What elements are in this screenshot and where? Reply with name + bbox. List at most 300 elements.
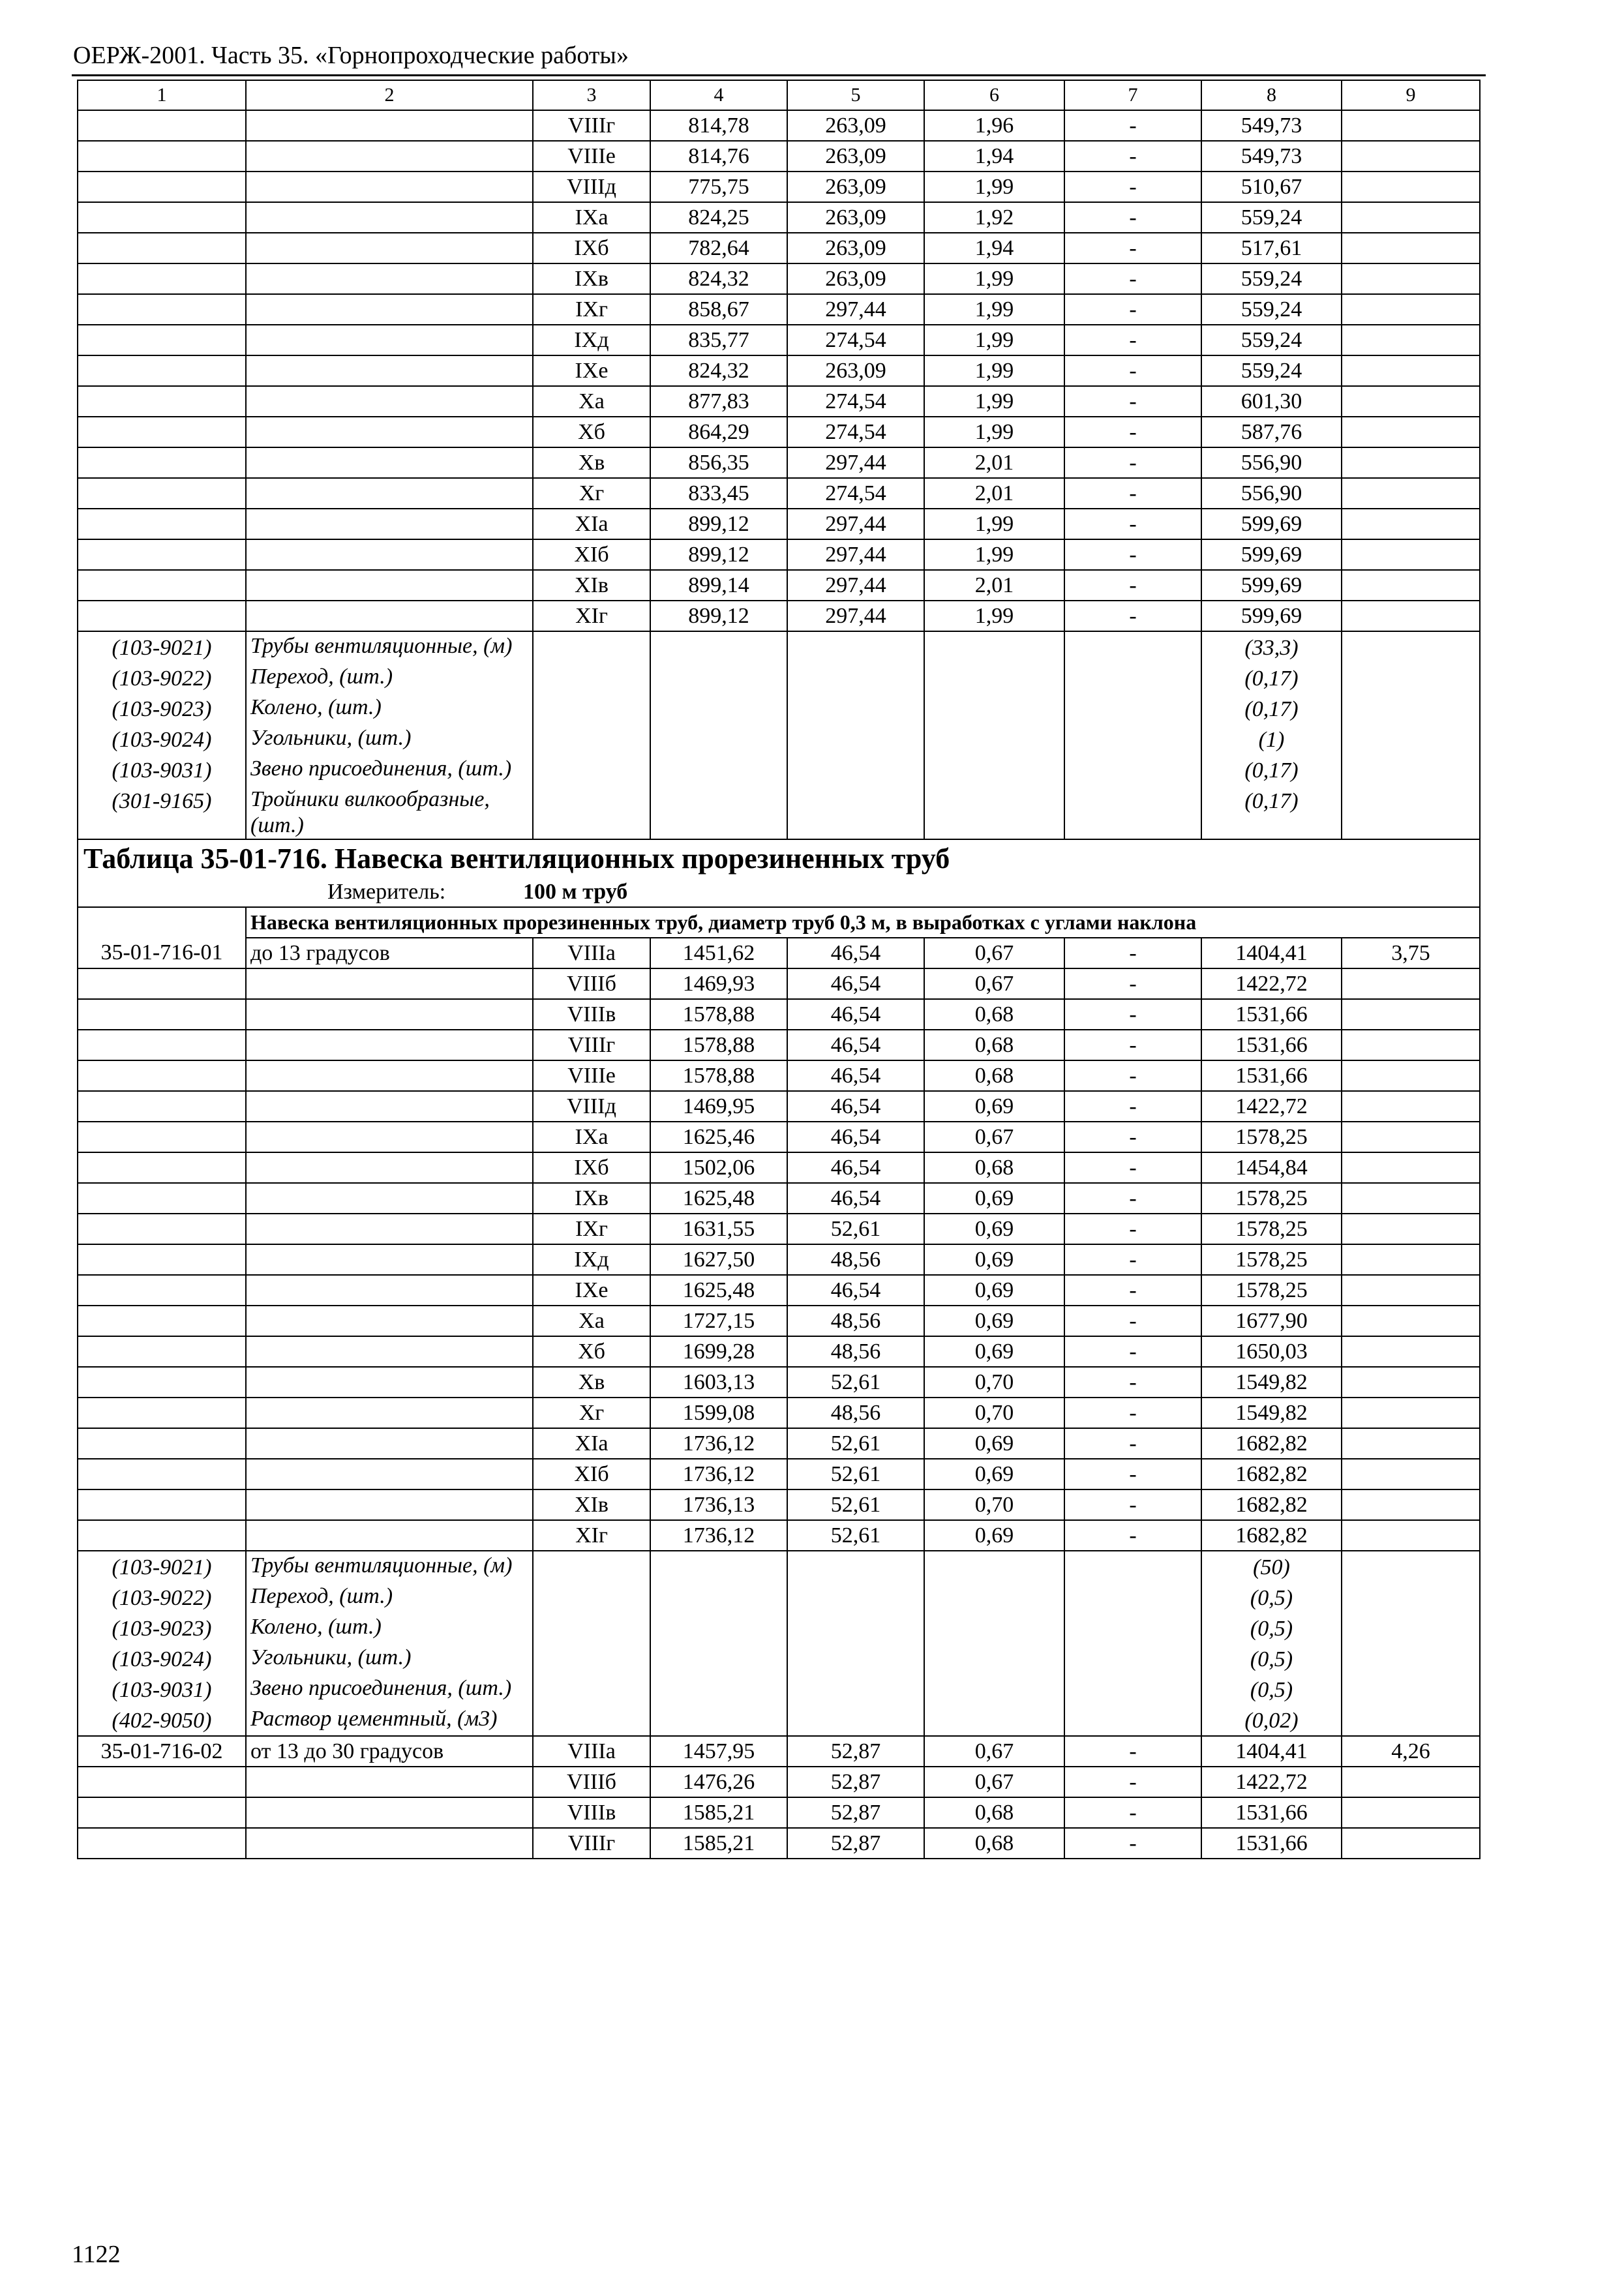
col9-cell [1342, 1428, 1480, 1459]
value-cell: 510,67 [1201, 172, 1342, 202]
value-cell: - [1064, 355, 1201, 386]
value-cell: 864,29 [650, 417, 787, 447]
resource-row [78, 1643, 1480, 1674]
col9-cell [1342, 1828, 1480, 1859]
value-cell: IXа [533, 202, 650, 233]
value-cell: 0,67 [924, 1736, 1064, 1767]
value-cell: 1585,21 [650, 1797, 787, 1828]
header-rule [72, 74, 1486, 76]
value-cell: 297,44 [787, 294, 924, 325]
value-cell: 263,09 [787, 233, 924, 263]
value-cell: 1404,41 [1201, 938, 1342, 968]
col9-cell [1342, 1459, 1480, 1489]
value-cell: - [1064, 1060, 1201, 1091]
name-cell [246, 570, 533, 601]
empty-cell [533, 1551, 650, 1582]
value-cell: 1,99 [924, 509, 1064, 539]
resource-name: Угольники, (шт.) [246, 724, 533, 755]
resource-value: (0,5) [1201, 1643, 1342, 1674]
value-cell: 0,69 [924, 1459, 1064, 1489]
value-cell: XIб [533, 539, 650, 570]
value-cell: - [1064, 233, 1201, 263]
value-cell: 297,44 [787, 447, 924, 478]
value-cell: 1,99 [924, 601, 1064, 631]
col9-cell [1342, 1367, 1480, 1398]
resource-value: (0,17) [1201, 663, 1342, 693]
name-cell [246, 1183, 533, 1214]
value-cell: - [1064, 1336, 1201, 1367]
name-cell [246, 172, 533, 202]
table-row [78, 1244, 1480, 1275]
table-row [78, 509, 1480, 539]
table-row [78, 968, 1480, 999]
value-cell: VIIIа [533, 1736, 650, 1767]
code-cell: 35-01-716-01 [78, 938, 246, 968]
column-number: 8 [1201, 80, 1342, 110]
code-cell [78, 1489, 246, 1520]
empty-cell [533, 693, 650, 724]
col9-cell [1342, 539, 1480, 570]
resource-row [78, 1674, 1480, 1705]
value-cell: XIв [533, 570, 650, 601]
resource-code: (103-9021) [78, 631, 246, 663]
value-cell: VIIIа [533, 938, 650, 968]
table-row [78, 1520, 1480, 1551]
resource-name: Трубы вентиляционные, (м) [246, 1551, 533, 1582]
value-cell: 1422,72 [1201, 1091, 1342, 1122]
resource-name: Тройники вилкообразные, (шт.) [246, 785, 533, 839]
value-cell: 1531,66 [1201, 999, 1342, 1030]
table-title-row [78, 839, 1480, 878]
value-cell: 46,54 [787, 999, 924, 1030]
col9-cell [1342, 1520, 1480, 1551]
table-row [78, 1459, 1480, 1489]
value-cell: - [1064, 447, 1201, 478]
value-cell: - [1064, 1367, 1201, 1398]
value-cell: IXб [533, 233, 650, 263]
empty-cell [1064, 1551, 1201, 1582]
name-cell [246, 968, 533, 999]
value-cell: 1,99 [924, 539, 1064, 570]
code-cell [78, 1122, 246, 1152]
code-cell [78, 1183, 246, 1214]
value-cell: - [1064, 1767, 1201, 1797]
col9-cell [1342, 570, 1480, 601]
value-cell: 1422,72 [1201, 968, 1342, 999]
name-cell [246, 1428, 533, 1459]
column-number: 3 [533, 80, 650, 110]
value-cell: 1699,28 [650, 1336, 787, 1367]
value-cell: 559,24 [1201, 325, 1342, 355]
resource-name: Колено, (шт.) [246, 693, 533, 724]
value-cell: 46,54 [787, 938, 924, 968]
value-cell: 1531,66 [1201, 1797, 1342, 1828]
value-cell: 274,54 [787, 386, 924, 417]
code-cell [78, 141, 246, 172]
col9-cell: 3,75 [1342, 938, 1480, 968]
resource-code: (103-9031) [78, 1674, 246, 1705]
value-cell: 1603,13 [650, 1367, 787, 1398]
empty-cell [1064, 755, 1201, 785]
value-cell: XIб [533, 1459, 650, 1489]
value-cell: - [1064, 539, 1201, 570]
col9-cell [1342, 1091, 1480, 1122]
value-cell: VIIIд [533, 172, 650, 202]
code-cell [78, 1828, 246, 1859]
col9-cell [1342, 1060, 1480, 1091]
empty-cell [924, 1643, 1064, 1674]
value-cell: 601,30 [1201, 386, 1342, 417]
table-row [78, 1091, 1480, 1122]
value-cell: 297,44 [787, 601, 924, 631]
value-cell: Xг [533, 1398, 650, 1428]
value-cell: VIIIг [533, 1030, 650, 1060]
column-number: 9 [1342, 80, 1480, 110]
resource-code: (103-9022) [78, 1582, 246, 1613]
value-cell: 1625,48 [650, 1275, 787, 1306]
col9-cell [1342, 1398, 1480, 1428]
col9-cell [1342, 202, 1480, 233]
value-cell: 1625,46 [650, 1122, 787, 1152]
name-cell [246, 1152, 533, 1183]
value-cell: 263,09 [787, 172, 924, 202]
resource-code: (103-9022) [78, 663, 246, 693]
value-cell: IXе [533, 355, 650, 386]
empty-cell [533, 785, 650, 839]
value-cell: - [1064, 968, 1201, 999]
name-cell [246, 539, 533, 570]
value-cell: 1549,82 [1201, 1367, 1342, 1398]
empty-cell [1342, 1582, 1480, 1613]
code-cell [78, 1030, 246, 1060]
empty-cell [924, 693, 1064, 724]
value-cell: 549,73 [1201, 110, 1342, 141]
name-cell [246, 325, 533, 355]
value-cell: 1,92 [924, 202, 1064, 233]
col9-cell [1342, 355, 1480, 386]
value-cell: 1469,95 [650, 1091, 787, 1122]
value-cell: 0,69 [924, 1336, 1064, 1367]
empty-cell [1064, 785, 1201, 839]
code-cell [78, 417, 246, 447]
code-cell [78, 233, 246, 263]
empty-cell [787, 1613, 924, 1643]
col9-cell [1342, 1336, 1480, 1367]
value-cell: 1476,26 [650, 1767, 787, 1797]
table-row [78, 478, 1480, 509]
value-cell: 1451,62 [650, 938, 787, 968]
value-cell: - [1064, 1244, 1201, 1275]
value-cell: 1736,13 [650, 1489, 787, 1520]
value-cell: 556,90 [1201, 478, 1342, 509]
resource-name: Звено присоединения, (шт.) [246, 1674, 533, 1705]
value-cell: Xа [533, 386, 650, 417]
name-cell [246, 141, 533, 172]
resource-value: (0,5) [1201, 1613, 1342, 1643]
value-cell: - [1064, 263, 1201, 294]
value-cell: XIг [533, 601, 650, 631]
code-cell [78, 1428, 246, 1459]
value-cell: 263,09 [787, 110, 924, 141]
value-cell: - [1064, 1306, 1201, 1336]
value-cell: 0,69 [924, 1428, 1064, 1459]
resource-value: (0,02) [1201, 1705, 1342, 1736]
value-cell: 46,54 [787, 1122, 924, 1152]
col9-cell [1342, 1797, 1480, 1828]
name-cell [246, 1489, 533, 1520]
col9-cell [1342, 968, 1480, 999]
column-number: 7 [1064, 80, 1201, 110]
table-row [78, 447, 1480, 478]
resource-value: (0,17) [1201, 693, 1342, 724]
value-cell: Xв [533, 1367, 650, 1398]
empty-cell [1342, 693, 1480, 724]
empty-cell [1342, 1674, 1480, 1705]
resource-value: (50) [1201, 1551, 1342, 1582]
resource-value: (33,3) [1201, 631, 1342, 663]
resource-row [78, 1551, 1480, 1582]
col9-cell [1342, 1030, 1480, 1060]
resource-name: Раствор цементный, (м3) [246, 1705, 533, 1736]
table-body [78, 80, 1480, 1859]
value-cell: 263,09 [787, 355, 924, 386]
table-row [78, 1122, 1480, 1152]
resource-code: (103-9021) [78, 1551, 246, 1582]
value-cell: - [1064, 294, 1201, 325]
code-cell [78, 570, 246, 601]
value-cell: 1,99 [924, 386, 1064, 417]
col9-cell [1342, 294, 1480, 325]
value-cell: 0,68 [924, 1797, 1064, 1828]
value-cell: 1578,25 [1201, 1214, 1342, 1244]
code-cell [78, 478, 246, 509]
value-cell: 0,67 [924, 938, 1064, 968]
name-cell [246, 1306, 533, 1336]
table-row [78, 1030, 1480, 1060]
value-cell: 1,99 [924, 417, 1064, 447]
empty-cell [1342, 1705, 1480, 1736]
code-cell [78, 1152, 246, 1183]
value-cell: 0,68 [924, 1152, 1064, 1183]
empty-cell [924, 755, 1064, 785]
value-cell: 899,12 [650, 601, 787, 631]
value-cell: 0,69 [924, 1244, 1064, 1275]
name-cell: до 13 градусов [246, 938, 533, 968]
empty-cell [924, 1582, 1064, 1613]
table-row [78, 1398, 1480, 1428]
value-cell: 1682,82 [1201, 1428, 1342, 1459]
empty-cell [1064, 1705, 1201, 1736]
col9-cell [1342, 233, 1480, 263]
resource-code: (103-9024) [78, 724, 246, 755]
value-cell: 1531,66 [1201, 1828, 1342, 1859]
resource-row [78, 631, 1480, 663]
value-cell: 814,78 [650, 110, 787, 141]
resource-row [78, 724, 1480, 755]
code-cell [78, 1767, 246, 1797]
value-cell: 1454,84 [1201, 1152, 1342, 1183]
value-cell: IXб [533, 1152, 650, 1183]
resource-value: (0,17) [1201, 785, 1342, 839]
code-cell [78, 294, 246, 325]
value-cell: 0,68 [924, 999, 1064, 1030]
value-cell: 1457,95 [650, 1736, 787, 1767]
empty-cell [533, 1613, 650, 1643]
empty-cell [650, 1582, 787, 1613]
empty-cell [787, 1705, 924, 1736]
empty-cell [650, 724, 787, 755]
value-cell: - [1064, 325, 1201, 355]
value-cell: - [1064, 1214, 1201, 1244]
name-cell: от 13 до 30 градусов [246, 1736, 533, 1767]
col9-cell [1342, 509, 1480, 539]
resource-row [78, 1582, 1480, 1613]
code-cell [78, 1398, 246, 1428]
col9-cell [1342, 1183, 1480, 1214]
value-cell: 0,67 [924, 1767, 1064, 1797]
value-cell: VIIIе [533, 1060, 650, 1091]
value-cell: 1736,12 [650, 1520, 787, 1551]
code-cell [78, 386, 246, 417]
code-cell [78, 110, 246, 141]
col9-cell: 4,26 [1342, 1736, 1480, 1767]
table-title: Таблица 35-01-716. Навеска вентиляционных прорезиненных труб [78, 839, 1480, 878]
value-cell: 46,54 [787, 1060, 924, 1091]
value-cell: 0,69 [924, 1520, 1064, 1551]
resource-name: Звено присоединения, (шт.) [246, 755, 533, 785]
resource-code: (103-9023) [78, 1613, 246, 1643]
value-cell: 0,69 [924, 1275, 1064, 1306]
value-cell: - [1064, 417, 1201, 447]
value-cell: 824,32 [650, 263, 787, 294]
empty-cell [1342, 724, 1480, 755]
code-cell [78, 1091, 246, 1122]
empty-cell [787, 724, 924, 755]
value-cell: 587,76 [1201, 417, 1342, 447]
value-cell: 46,54 [787, 1030, 924, 1060]
name-cell [246, 1398, 533, 1428]
value-cell: 46,54 [787, 1091, 924, 1122]
value-cell: Xб [533, 417, 650, 447]
resource-code: (103-9031) [78, 755, 246, 785]
table-row [78, 325, 1480, 355]
name-cell [246, 1214, 533, 1244]
value-cell: 52,87 [787, 1797, 924, 1828]
table-row [78, 1152, 1480, 1183]
name-cell [246, 1367, 533, 1398]
value-cell: 1578,25 [1201, 1275, 1342, 1306]
code-cell [78, 1306, 246, 1336]
code-cell [78, 1367, 246, 1398]
resource-row [78, 1613, 1480, 1643]
value-cell: 0,69 [924, 1091, 1064, 1122]
table-row [78, 417, 1480, 447]
value-cell: - [1064, 1091, 1201, 1122]
value-cell: 782,64 [650, 233, 787, 263]
value-cell: 1578,25 [1201, 1183, 1342, 1214]
code-cell [78, 202, 246, 233]
value-cell: 1531,66 [1201, 1030, 1342, 1060]
code-cell [78, 509, 246, 539]
value-cell: - [1064, 1489, 1201, 1520]
value-cell: 52,61 [787, 1520, 924, 1551]
code-cell [78, 1275, 246, 1306]
empty-cell [1064, 1674, 1201, 1705]
empty-cell [924, 785, 1064, 839]
value-cell: 274,54 [787, 417, 924, 447]
value-cell: 1578,25 [1201, 1122, 1342, 1152]
value-cell: 517,61 [1201, 233, 1342, 263]
value-cell: - [1064, 1183, 1201, 1214]
value-cell: - [1064, 938, 1201, 968]
value-cell: 1,99 [924, 172, 1064, 202]
name-cell [246, 1060, 533, 1091]
column-number-row [78, 80, 1480, 110]
value-cell: 814,76 [650, 141, 787, 172]
value-cell: 0,70 [924, 1367, 1064, 1398]
name-cell [246, 1122, 533, 1152]
empty-cell [924, 1674, 1064, 1705]
value-cell: - [1064, 1520, 1201, 1551]
value-cell: 1,96 [924, 110, 1064, 141]
name-cell [246, 233, 533, 263]
column-number: 2 [246, 80, 533, 110]
table-row [78, 601, 1480, 631]
value-cell: VIIIв [533, 1797, 650, 1828]
value-cell: 2,01 [924, 570, 1064, 601]
value-cell: 297,44 [787, 570, 924, 601]
value-cell: 856,35 [650, 447, 787, 478]
col9-cell [1342, 1214, 1480, 1244]
code-cell [78, 1060, 246, 1091]
empty-cell [924, 1705, 1064, 1736]
resource-name: Колено, (шт.) [246, 1613, 533, 1643]
value-cell: 0,67 [924, 968, 1064, 999]
code-cell [78, 355, 246, 386]
empty-cell [787, 1551, 924, 1582]
value-cell: 52,61 [787, 1489, 924, 1520]
empty-cell [1064, 1643, 1201, 1674]
value-cell: IXг [533, 294, 650, 325]
table-row [78, 1367, 1480, 1398]
value-cell: - [1064, 141, 1201, 172]
value-cell: 899,14 [650, 570, 787, 601]
value-cell: 1531,66 [1201, 1060, 1342, 1091]
col9-cell [1342, 386, 1480, 417]
value-cell: 52,61 [787, 1367, 924, 1398]
resource-code: (402-9050) [78, 1705, 246, 1736]
value-cell: 0,69 [924, 1306, 1064, 1336]
table-row [78, 1275, 1480, 1306]
value-cell: IXг [533, 1214, 650, 1244]
empty-cell [78, 907, 246, 938]
resource-row [78, 1705, 1480, 1736]
col9-cell [1342, 447, 1480, 478]
col9-cell [1342, 172, 1480, 202]
name-cell [246, 1244, 533, 1275]
code-cell: 35-01-716-02 [78, 1736, 246, 1767]
name-cell [246, 417, 533, 447]
table-row [78, 1306, 1480, 1336]
resource-name: Угольники, (шт.) [246, 1643, 533, 1674]
value-cell: 1625,48 [650, 1183, 787, 1214]
table-row [78, 938, 1480, 968]
value-cell: 1677,90 [1201, 1306, 1342, 1336]
value-cell: 2,01 [924, 447, 1064, 478]
table-row [78, 999, 1480, 1030]
value-cell: 599,69 [1201, 539, 1342, 570]
col9-cell [1342, 1767, 1480, 1797]
